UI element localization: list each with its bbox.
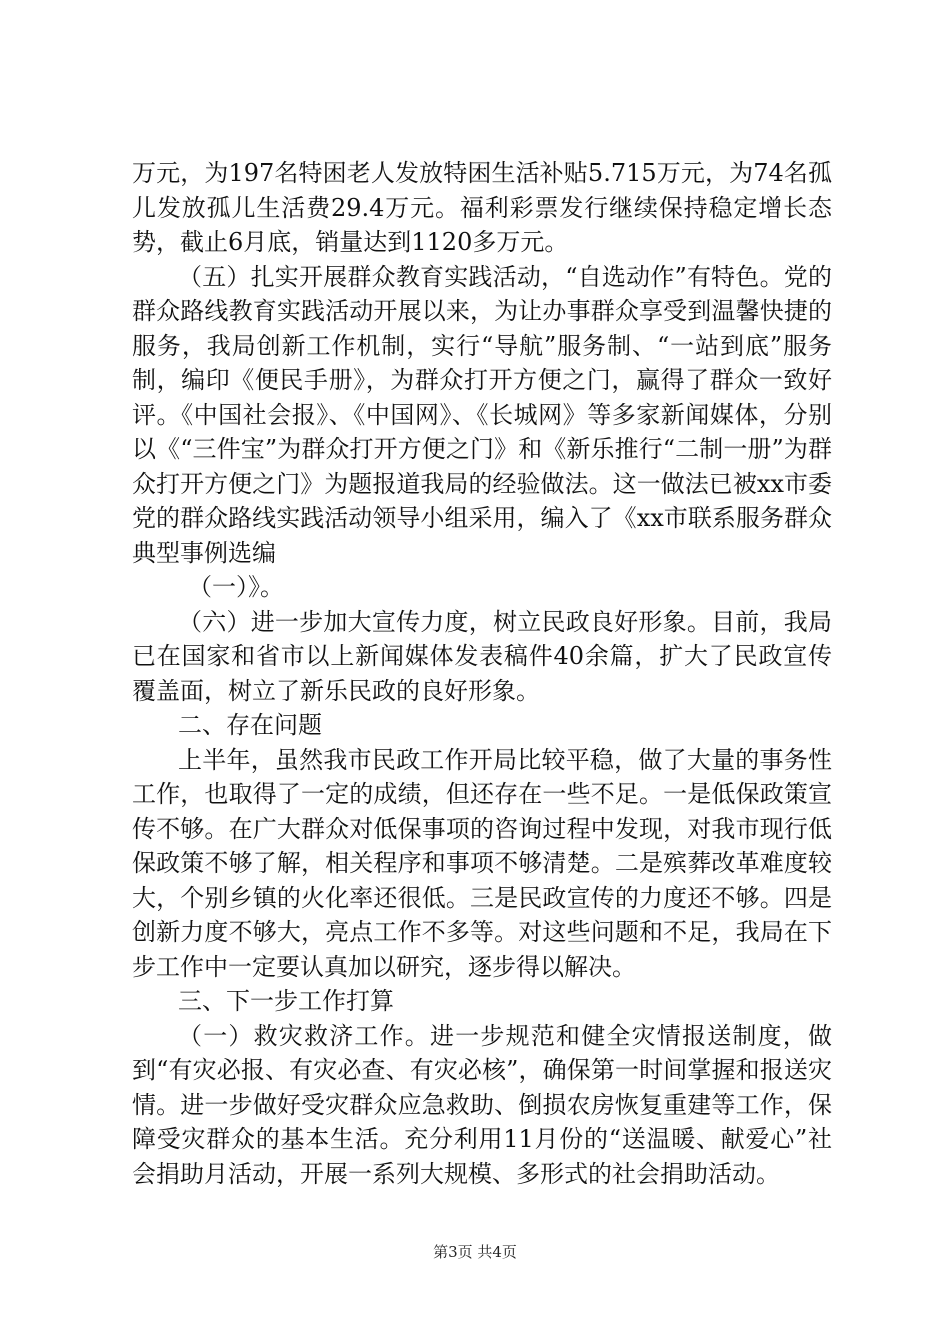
paragraph-disaster-relief: （一）救灾救济工作。进一步规范和健全灾情报送制度，做到“有灾必报、有灾必查、有灾必核”，确保第一时间掌握和报送灾情。进一步做好受灾群众应急救助、倒损农房恢复重建等工作，保障受灾群众的基本生活。充分利用11月份的“送温暖、献爱心”社会捐助月活动，开展一系列大规模、多形式的社会捐助活动。 <box>132 1021 832 1188</box>
paragraph-welfare-figures: 万元，为197名特困老人发放特困生活补贴5.715万元，为74名孤儿发放孤儿生活费29.4万元。福利彩票发行继续保持稳定增长态势，截止6月底，销量达到1120多万元。 <box>132 159 832 256</box>
paragraph-section-five: （五）扎实开展群众教育实践活动，“自选动作”有特色。党的群众路线教育实践活动开展以来，为让办事群众享受到温馨快捷的服务，我局创新工作机制，实行“导航”服务制、“一站到底”服务制，编印《便民手册》，为群众打开方便之门，赢得了群众一致好评。《中国社会报》、《中国网》、《长城网》等多家新闻媒体，分别以《“三件宝”为群众打开方便之门》和《新乐推行“二制一册”为群众打开方便之门》为题报道我局的经验做法。这一做法已被xx市委党的群众路线实践活动领导小组采用，编入了《xx市联系服务群众典型事例选编 <box>132 262 832 567</box>
heading-existing-problems: 二、存在问题 <box>178 711 322 739</box>
paragraph-problems: 上半年，虽然我市民政工作开局比较平稳，做了大量的事务性工作，也取得了一定的成绩，但还存在一些不足。一是低保政策宣传不够。在广大群众对低保事项的咨询过程中发现，对我市现行低保政策不够了解，相关程序和事项不够清楚。二是殡葬改革难度较大，个别乡镇的火化率还很低。三是民政宣传的力度还不够。四是创新力度不够大，亮点工作不多等。对这些问题和不足，我局在下步工作中一定要认真加以研究，逐步得以解决。 <box>132 745 832 981</box>
paragraph-section-five-tail: （一）》。 <box>188 573 284 601</box>
heading-next-steps: 三、下一步工作打算 <box>178 987 394 1015</box>
page-number-footer: 第3页 共4页 <box>433 1243 517 1261</box>
paragraph-section-six: （六）进一步加大宣传力度，树立民政良好形象。目前，我局已在国家和省市以上新闻媒体发表稿件40余篇，扩大了民政宣传覆盖面，树立了新乐民政的良好形象。 <box>132 607 832 705</box>
document-body <box>132 156 832 1191</box>
